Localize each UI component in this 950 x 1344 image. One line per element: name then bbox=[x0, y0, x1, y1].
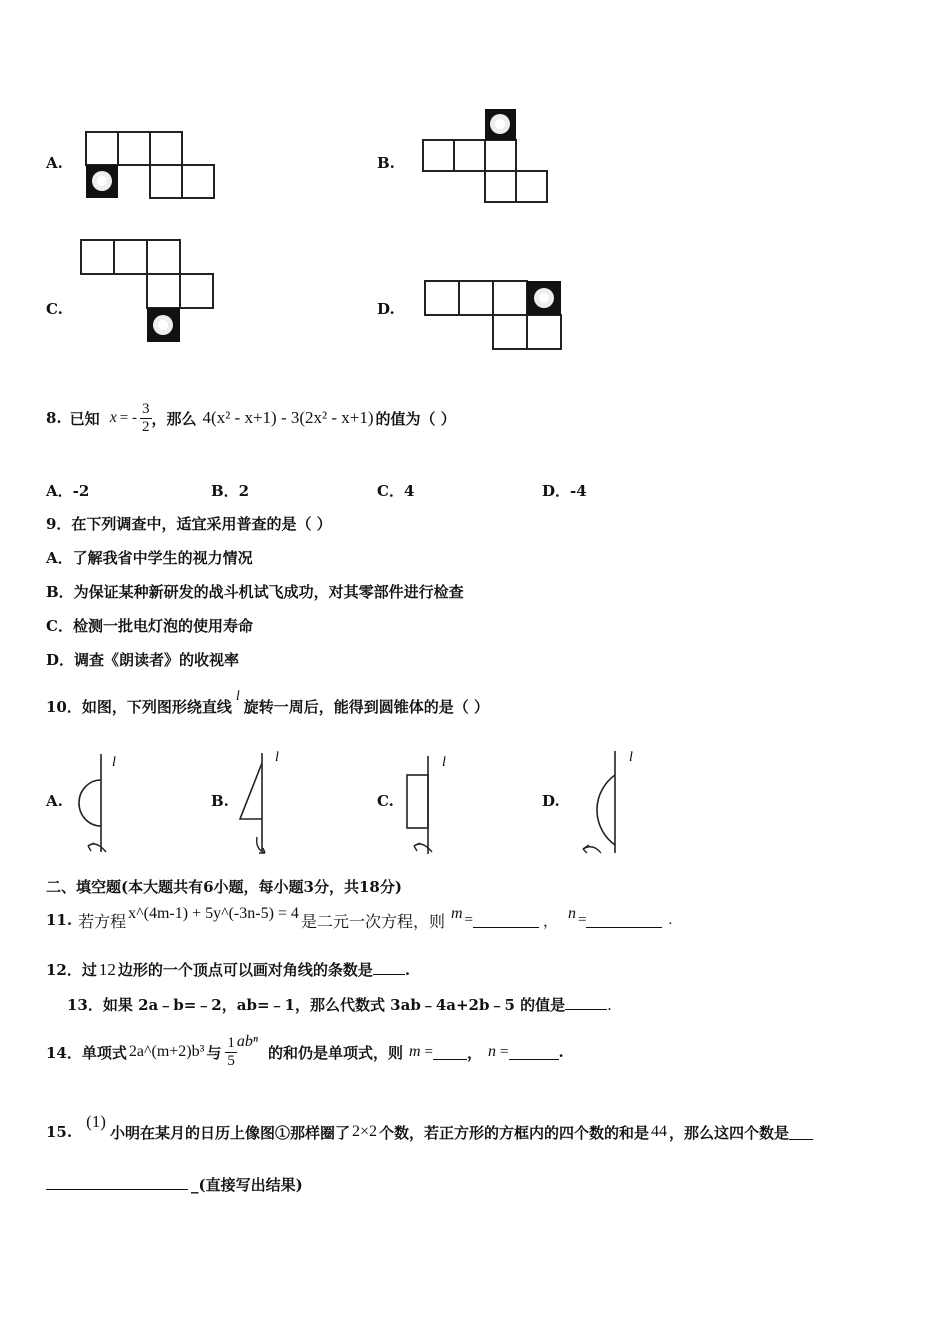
q11-end: . bbox=[668, 911, 673, 928]
q9-option-a[interactable]: A．了解我省中学生的视力情况 bbox=[46, 549, 253, 567]
q10-option-a-label[interactable]: A. bbox=[46, 792, 63, 810]
q11-m: m bbox=[450, 905, 463, 922]
q8-option-d[interactable]: D．-4 bbox=[542, 482, 587, 500]
q10-option-d-figure bbox=[565, 745, 645, 859]
q11-comma: ， bbox=[542, 913, 558, 930]
q15-text-b: 个数，若正方形的方框内的四个数的和是 bbox=[378, 1123, 649, 1142]
q8-option-a[interactable]: A．-2 bbox=[46, 482, 90, 500]
q8-eq: = - bbox=[119, 409, 138, 426]
q9-option-b[interactable]: B．为保证某种新研发的战斗机试飞成功，对其零部件进行检查 bbox=[46, 583, 464, 601]
section-2-heading: 二、填空题(本大题共有6小题，每小题3分，共18分) bbox=[46, 878, 402, 896]
q14-m: m bbox=[408, 1043, 421, 1060]
q12-blank[interactable] bbox=[373, 960, 405, 975]
q13-stem bbox=[67, 994, 612, 1015]
q12-num: 12 bbox=[98, 960, 116, 979]
q12-end: . bbox=[404, 961, 411, 979]
q11-prefix: 若方程 bbox=[78, 913, 127, 931]
q11-n-blank[interactable] bbox=[586, 913, 662, 928]
q14-n-eq: = bbox=[500, 1043, 509, 1060]
q8-fraction bbox=[140, 401, 152, 436]
q8-stem bbox=[46, 395, 456, 441]
q11-n-eq: = bbox=[578, 911, 587, 928]
q14-mid: 的和仍是单项式，则 bbox=[267, 1043, 403, 1062]
q15-stem bbox=[46, 1112, 813, 1152]
q14-and: 与 bbox=[206, 1043, 222, 1062]
q14-m-blank[interactable] bbox=[433, 1045, 467, 1060]
q8-x: x bbox=[109, 409, 117, 426]
q8-prefix: 已知 bbox=[69, 409, 100, 428]
q8-option-c[interactable]: C．4 bbox=[377, 482, 415, 500]
q15-text-a: 小明在某月的日历上像图①那样圈了 bbox=[109, 1123, 350, 1142]
q14-frac-den: 5 bbox=[227, 1052, 235, 1069]
q10-option-b-label[interactable]: B. bbox=[211, 792, 229, 810]
q8-suffix: 的值为（ ） bbox=[375, 409, 456, 428]
q7-option-d-net bbox=[424, 280, 562, 352]
q8-option-b[interactable]: B．2 bbox=[211, 482, 250, 500]
q10-stem-a: 10．如图，下列图形绕直线 bbox=[46, 698, 232, 716]
q11-m-blank[interactable] bbox=[473, 913, 539, 928]
q10-stem-b: 旋转一周后，能得到圆锥体的是（ ） bbox=[243, 698, 490, 716]
q14-prefix: 14．单项式 bbox=[46, 1043, 127, 1062]
q15-blank-a[interactable] bbox=[789, 1125, 813, 1140]
q11-equation: x^(4m-1) + 5y^(-3n-5) = 4 bbox=[128, 905, 299, 922]
q9-option-d[interactable]: D．调查《朗读者》的收视率 bbox=[46, 651, 240, 669]
q10-stem bbox=[46, 689, 490, 717]
q7-option-c-label[interactable]: C. bbox=[46, 300, 63, 318]
q8-number: 8. bbox=[46, 409, 62, 427]
q14-m-eq: = bbox=[424, 1043, 434, 1060]
q14-fraction bbox=[225, 1035, 237, 1070]
q7-option-b-label[interactable]: B. bbox=[377, 154, 395, 172]
q12-prefix: 12．过 bbox=[46, 961, 97, 979]
q13-blank[interactable] bbox=[565, 995, 607, 1010]
q11-n: n bbox=[568, 905, 576, 922]
q14-n: n bbox=[488, 1043, 497, 1060]
q15-sum: 44 bbox=[651, 1123, 667, 1140]
q11-m-eq: = bbox=[464, 911, 473, 928]
q14-comma: ， bbox=[467, 1043, 483, 1062]
q10-option-c-label[interactable]: C. bbox=[377, 792, 394, 810]
q9-stem: 9．在下列调查中，适宜采用普查的是（ ） bbox=[46, 515, 332, 533]
q14-mono2: abⁿ bbox=[236, 1033, 258, 1050]
q15-grid: 2×2 bbox=[351, 1123, 377, 1140]
q7-option-d-label[interactable]: D. bbox=[377, 300, 395, 318]
q14-mono1: 2a^(m+2)b³ bbox=[128, 1043, 205, 1060]
q11-stem bbox=[46, 902, 672, 938]
q13-text: 13．如果 2a﹣b=﹣2，ab=﹣1，那么代数式 3ab﹣4a+2b﹣5 的值是 bbox=[67, 996, 566, 1014]
q10-line-var: l bbox=[235, 689, 240, 704]
q7-option-a-label[interactable]: A. bbox=[46, 154, 63, 172]
q14-stem bbox=[46, 1028, 564, 1076]
svg-text:l: l bbox=[112, 755, 116, 770]
q12-stem bbox=[46, 959, 410, 980]
q11-number: 11. bbox=[46, 911, 73, 929]
svg-text:l: l bbox=[442, 755, 446, 770]
q10-option-d-label[interactable]: D. bbox=[542, 792, 560, 810]
q8-frac-num: 3 bbox=[142, 400, 150, 417]
q9-option-c[interactable]: C．检测一批电灯泡的使用寿命 bbox=[46, 617, 253, 635]
q11-mid: 是二元一次方程，则 bbox=[300, 913, 445, 931]
q15-blank-b[interactable] bbox=[46, 1175, 188, 1190]
q14-end: . bbox=[558, 1043, 564, 1061]
svg-text:l: l bbox=[629, 750, 633, 765]
q10-option-a-figure bbox=[70, 748, 130, 858]
q8-frac-den: 2 bbox=[142, 418, 150, 435]
q8-expression: 4(x² - x+1) - 3(2x² - x+1) bbox=[202, 408, 374, 427]
q15-text-c: ，那么这四个数是 bbox=[669, 1123, 790, 1142]
q7-option-a-net bbox=[85, 131, 217, 201]
q15-sub: (1) bbox=[86, 1112, 106, 1131]
q13-end: . bbox=[607, 996, 612, 1014]
q10-option-b-figure bbox=[235, 745, 295, 857]
svg-text:l: l bbox=[275, 750, 279, 765]
q15-number: 15. bbox=[46, 1123, 73, 1141]
q7-option-c-net bbox=[80, 239, 218, 345]
q7-option-b-net bbox=[422, 108, 550, 206]
q10-option-c-figure bbox=[400, 748, 460, 858]
q15-line2-text: _(直接写出结果) bbox=[191, 1176, 303, 1194]
q14-frac-num: 1 bbox=[227, 1034, 235, 1051]
q14-n-blank[interactable] bbox=[509, 1045, 559, 1060]
q15-line2 bbox=[46, 1174, 303, 1195]
q12-suffix: 边形的一个顶点可以画对角线的条数是 bbox=[117, 961, 373, 979]
q8-mid: ，那么 bbox=[151, 409, 197, 428]
